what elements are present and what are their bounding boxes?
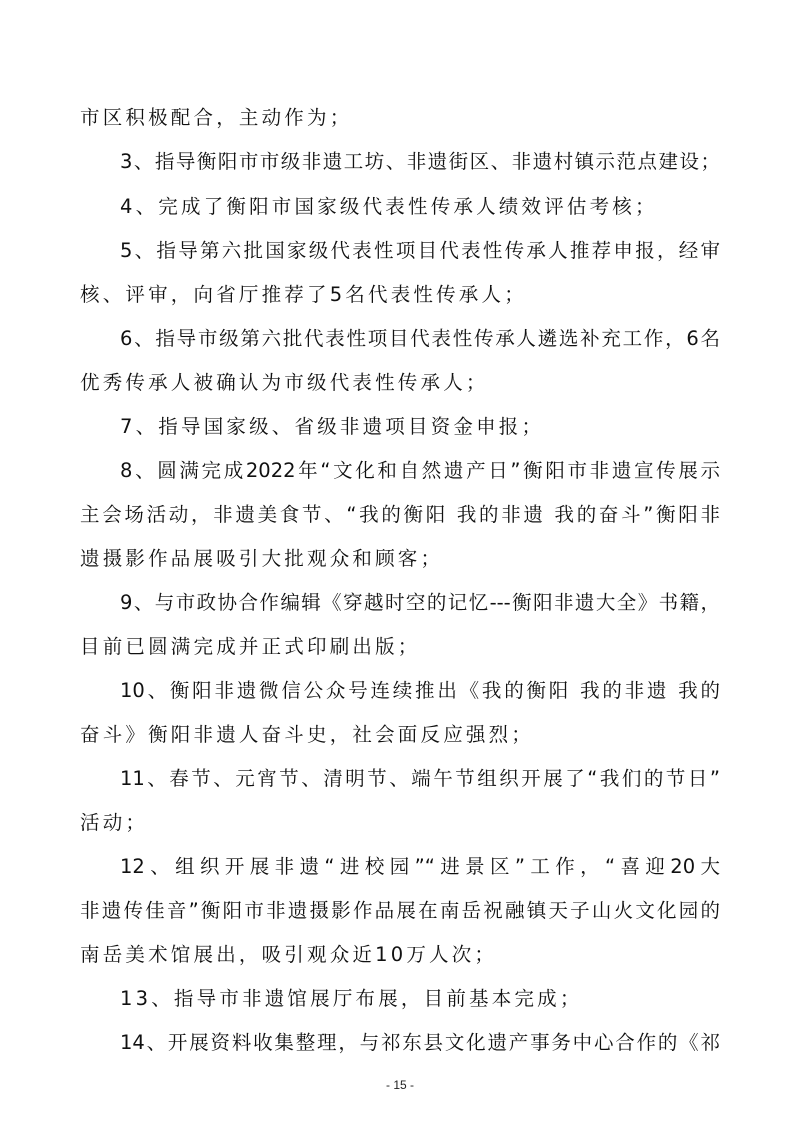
list-item-5: 5、指导第六批国家级代表性项目代表性传承人推荐申报，经审: [120, 239, 720, 262]
list-item-7: 7、指导国家级、省级非遗项目资金申报；: [120, 415, 545, 438]
list-item-4: 4、完成了衡阳市国家级代表性传承人绩效评估考核；: [120, 195, 658, 218]
list-item-11: 11、春节、元宵节、清明节、端午节组织开展了“我们的节日”: [120, 767, 720, 790]
page-number: - 15 -: [385, 1078, 414, 1092]
list-item-3: 3、指导衡阳市市级非遗工坊、非遗街区、非遗村镇示范点建设；: [120, 150, 720, 173]
text-line: 奋斗》衡阳非遗人奋斗史，社会面反应强烈；: [80, 723, 535, 746]
list-item-6: 6、指导市级第六批代表性项目代表性传承人遴选补充工作，6名: [120, 327, 720, 350]
text-line: 主会场活动，非遗美食节、“我的衡阳 我的非遗 我的奋斗”衡阳非: [80, 503, 720, 526]
list-item-13: 13、指导市非遗馆展厅布展，目前基本完成；: [120, 987, 583, 1010]
text-line: 市区积极配合，主动作为；: [80, 106, 353, 129]
text-line: 非遗传佳音”衡阳市非遗摄影作品展在南岳祝融镇天子山火文化园的: [80, 899, 720, 922]
text-line: 优秀传承人被确认为市级代表性传承人；: [80, 371, 489, 394]
list-item-8: 8、圆满完成2022年“文化和自然遗产日”衡阳市非遗宣传展示: [120, 459, 720, 482]
text-line: 活动；: [80, 811, 149, 834]
text-line: 遗摄影作品展吸引大批观众和顾客；: [80, 547, 444, 570]
text-line: 目前已圆满完成并正式印刷出版；: [80, 635, 421, 658]
list-item-14: 14、开展资料收集整理，与祁东县文化遗产事务中心合作的《祁: [120, 1031, 720, 1054]
text-line: 南岳美术馆展出，吸引观众近10万人次；: [80, 943, 498, 966]
list-item-9: 9、与市政协合作编辑《穿越时空的记忆---衡阳非遗大全》书籍，: [120, 591, 720, 614]
list-item-12: 12、组织开展非遗“进校园”“进景区”工作，“喜迎20大: [120, 855, 720, 878]
list-item-10: 10、衡阳非遗微信公众号连续推出《我的衡阳 我的非遗 我的: [120, 679, 720, 702]
text-line: 核、评审，向省厅推荐了5名代表性传承人；: [80, 283, 527, 306]
